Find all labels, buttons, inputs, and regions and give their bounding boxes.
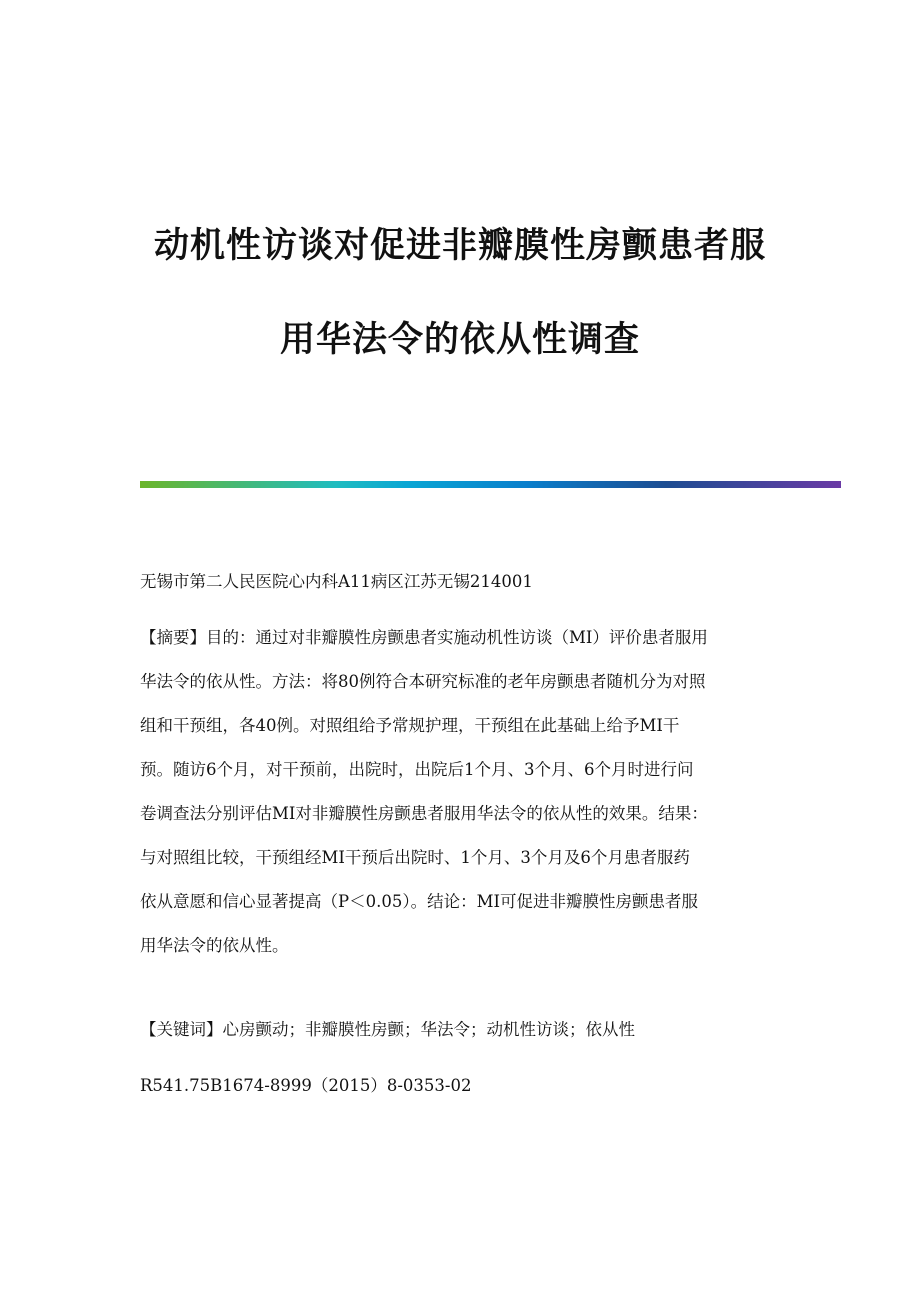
- abstract-line: 与对照组比较，干预组经MI干预后出院时、1个月、3个月及6个月患者服药: [140, 848, 690, 867]
- title-line-1: 动机性访谈对促进非瓣膜性房颤患者服: [153, 226, 766, 266]
- keywords: 【关键词】心房颤动；非瓣膜性房颤；华法令；动机性访谈；依从性: [140, 1020, 635, 1039]
- abstract-line: 用华法令的依从性。: [140, 936, 289, 955]
- abstract-line: 卷调查法分别评估MI对非瓣膜性房颤患者服用华法令的依从性的效果。结果：: [140, 804, 708, 823]
- gradient-divider: [140, 481, 841, 488]
- classification-code: R541.75B1674-8999（2015）8-0353-02: [140, 1076, 472, 1095]
- abstract-line: 预。随访6个月，对干预前，出院时，出院后1个月、3个月、6个月时进行问: [140, 760, 694, 779]
- abstract-line: 华法令的依从性。方法：将80例符合本研究标准的老年房颤患者随机分为对照: [140, 672, 706, 691]
- abstract-line: 依从意愿和信心显著提高（P＜0.05）。结论：MI可促进非瓣膜性房颤患者服: [140, 892, 699, 911]
- abstract-line: 组和干预组，各40例。对照组给予常规护理，干预组在此基础上给予MI干: [140, 716, 680, 735]
- title-line-2: 用华法令的依从性调查: [279, 320, 640, 360]
- affiliation: 无锡市第二人民医院心内科A11病区江苏无锡214001: [140, 572, 533, 591]
- abstract-line: 【摘要】目的：通过对非瓣膜性房颤患者实施动机性访谈（MI）评价患者服用: [140, 628, 708, 647]
